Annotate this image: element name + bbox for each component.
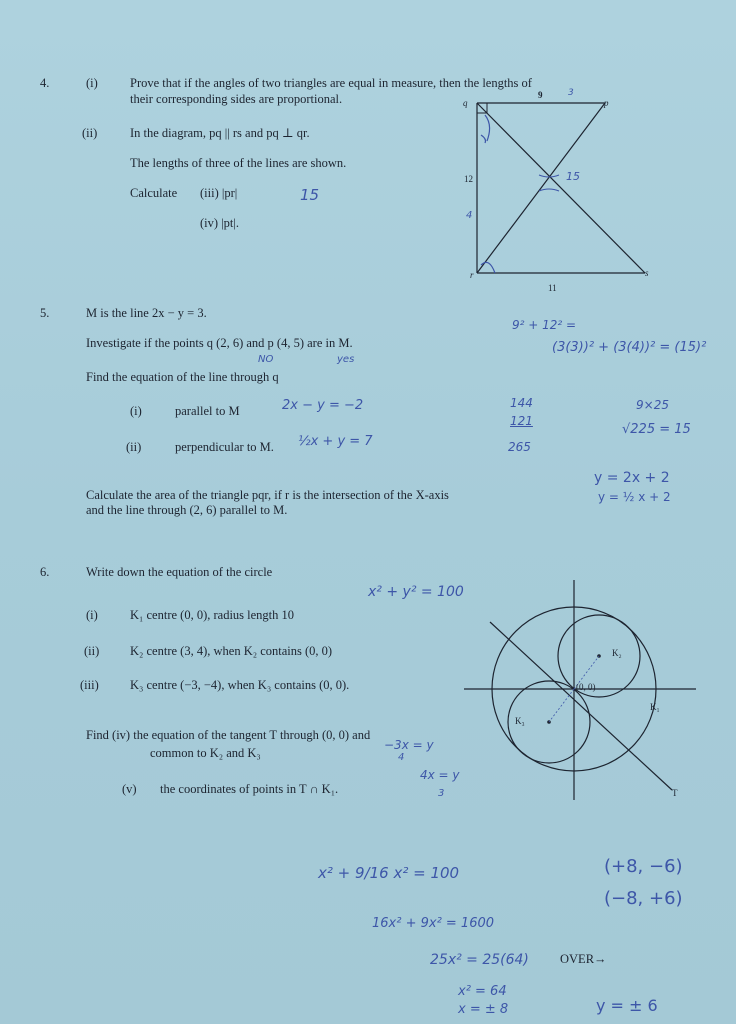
q4-iv: (iv) |pt|. — [200, 216, 240, 230]
q5-line4b: and the line through (2, 6) parallel to M. — [86, 503, 288, 517]
q6-label-t: T — [672, 788, 678, 798]
hw-w4: x² = 64 — [458, 984, 507, 999]
hw-answer-iii: 15 — [300, 186, 320, 204]
q6-iii-text: K₃ centre (−3, −4), when K₃ contains (0, 0). — [130, 678, 350, 692]
q4-i-line2: their corresponding sides are proportional. — [130, 92, 343, 106]
q4-label-r: r — [470, 270, 474, 280]
hw-sqrt225: √225 = 15 — [622, 422, 691, 437]
q6-find-iv: Find (iv) the equation of the tangent T through (0, 0) and — [86, 728, 371, 742]
q4-label-q: q — [463, 98, 468, 108]
hw-pt2: (−8, +6) — [604, 888, 683, 909]
hw-top-3: 3 — [568, 88, 574, 98]
hw-t2: 4x = y — [420, 768, 460, 782]
hw-yes: yes — [337, 354, 355, 365]
hw-w2: 16x² + 9x² = 1600 — [372, 916, 495, 931]
hw-circle: x² + y² = 100 — [368, 584, 464, 600]
hw-y1: y = 2x + 2 — [594, 470, 670, 486]
q5-line2: Investigate if the points q (2, 6) and p (4, 5) are in M. — [86, 336, 353, 350]
q4-i-line1: Prove that if the angles of two triangles are equal in measure, then the lengths of — [130, 76, 532, 90]
q6-number: 6. — [40, 565, 50, 579]
q6-label-k3: K₃ — [515, 716, 525, 726]
q4-number: 4. — [40, 76, 50, 90]
hw-perp: ½x + y = 7 — [298, 434, 373, 449]
q6-line1: Write down the equation of the circle — [86, 565, 273, 579]
hw-w5: x = ± 8 — [458, 1002, 509, 1017]
hw-diag-15: 15 — [566, 170, 580, 183]
q6-ii-label: (ii) — [84, 644, 100, 658]
q5-ii-text: perpendicular to M. — [175, 440, 274, 454]
hw-121: 121 — [510, 414, 533, 428]
over-label: OVER→ — [560, 952, 607, 966]
hw-no: NO — [258, 354, 274, 365]
q4-ii-label: (ii) — [82, 126, 98, 140]
q5-number: 5. — [40, 306, 50, 320]
q5-line3: Find the equation of the line through q — [86, 370, 279, 384]
q6-v-text: the coordinates of points in T ∩ K₁. — [160, 782, 339, 796]
hw-t1d: 4 — [398, 752, 405, 763]
hw-sq: (3(3))² + (3(4))² = (15)² — [552, 340, 707, 355]
q6-i-label: (i) — [86, 608, 98, 622]
q6-label-origin: (0, 0) — [576, 682, 596, 692]
hw-pyth: 9² + 12² = — [512, 318, 577, 332]
q6-find-iv2: common to K₂ and K₃ — [150, 746, 261, 760]
q4-len-pq: 9 — [538, 90, 543, 100]
q4-diagram — [455, 95, 655, 295]
hw-265: 265 — [508, 440, 531, 454]
q4-i-label: (i) — [86, 76, 98, 90]
q5-ii-label: (ii) — [126, 440, 142, 454]
q4-len-qr: 12 — [464, 174, 473, 184]
hw-w3: 25x² = 25(64) — [430, 952, 529, 968]
q5-line1: M is the line 2x − y = 3. — [86, 306, 207, 320]
q4-iii: (iii) |pr| — [200, 186, 238, 200]
q4-len-rs: 11 — [548, 283, 557, 293]
q5-i-label: (i) — [130, 404, 142, 418]
q5-i-text: parallel to M — [175, 404, 240, 418]
q6-label-k2: K₂ — [612, 648, 622, 658]
hw-diag-4: 4 — [466, 210, 473, 221]
hw-y2: y = ½ x + 2 — [598, 490, 671, 504]
q4-label-s: s — [645, 268, 649, 278]
q6-i-text: K₁ centre (0, 0), radius length 10 — [130, 608, 295, 622]
q6-v-label: (v) — [122, 782, 137, 796]
hw-parallel: 2x − y = −2 — [282, 398, 364, 413]
hw-t1: −3x = y — [384, 738, 434, 752]
hw-w1: x² + 9/16 x² = 100 — [318, 864, 460, 882]
hw-9x25: 9×25 — [636, 398, 669, 412]
q4-calc-label: Calculate — [130, 186, 178, 200]
q5-line4a: Calculate the area of the triangle pqr, if r is the intersection of the X-axis — [86, 488, 449, 502]
hw-w6: y = ± 6 — [596, 996, 658, 1015]
q4-label-p: p — [604, 98, 609, 108]
q4-ii-line1: In the diagram, pq || rs and pq ⊥ qr. — [130, 126, 310, 140]
q4-ii-line2: The lengths of three of the lines are shown. — [130, 156, 347, 170]
q6-iii-label: (iii) — [80, 678, 99, 692]
q6-label-k1: K₁ — [650, 702, 660, 712]
hw-pt1: (+8, −6) — [604, 856, 683, 877]
q6-ii-text: K₂ centre (3, 4), when K₂ contains (0, 0) — [130, 644, 333, 658]
hw-t2d: 3 — [438, 788, 445, 799]
hw-144: 144 — [510, 396, 533, 410]
